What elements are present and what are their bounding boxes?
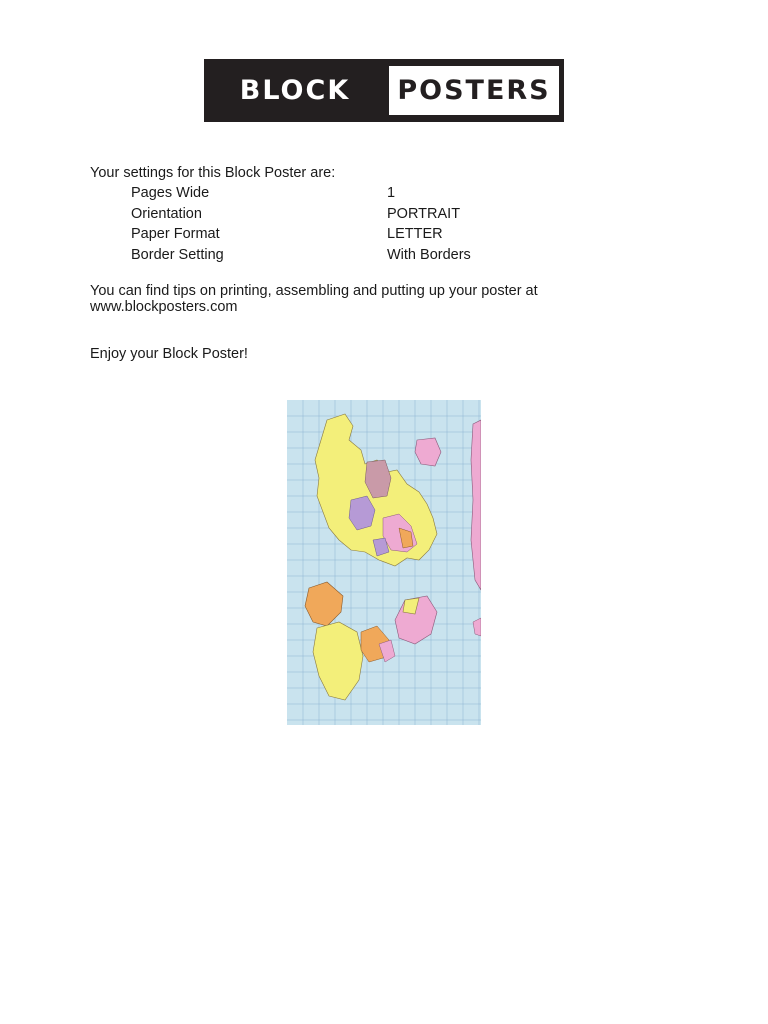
setting-row-pages-wide [131, 184, 551, 205]
settings-list [131, 184, 551, 267]
setting-label: Orientation [131, 205, 202, 222]
tips-paragraph [90, 284, 650, 315]
map-ocean [287, 400, 481, 725]
setting-label: Border Setting [131, 247, 224, 264]
setting-value: With Borders [387, 247, 471, 264]
setting-row-border-setting [131, 246, 551, 267]
setting-row-orientation [131, 205, 551, 226]
website-link[interactable]: www.blockposters.com [90, 298, 238, 315]
logo-block-text: BLOCK [239, 75, 351, 106]
setting-label: Paper Format [131, 226, 220, 243]
tips-text: You can find tips on printing, assembling and putting up your poster at [90, 283, 538, 299]
world-map-preview [287, 400, 481, 725]
setting-value: PORTRAIT [387, 205, 461, 222]
setting-value: LETTER [387, 226, 443, 243]
setting-row-paper-format [131, 225, 551, 246]
setting-label: Pages Wide [131, 185, 210, 201]
setting-value: 1 [387, 185, 396, 201]
enjoy-message: Enjoy your Block Poster! [90, 346, 248, 362]
settings-intro: Your settings for this Block Poster are: [90, 165, 336, 181]
block-posters-logo [204, 59, 564, 122]
logo-posters-text: POSTERS [389, 66, 559, 115]
